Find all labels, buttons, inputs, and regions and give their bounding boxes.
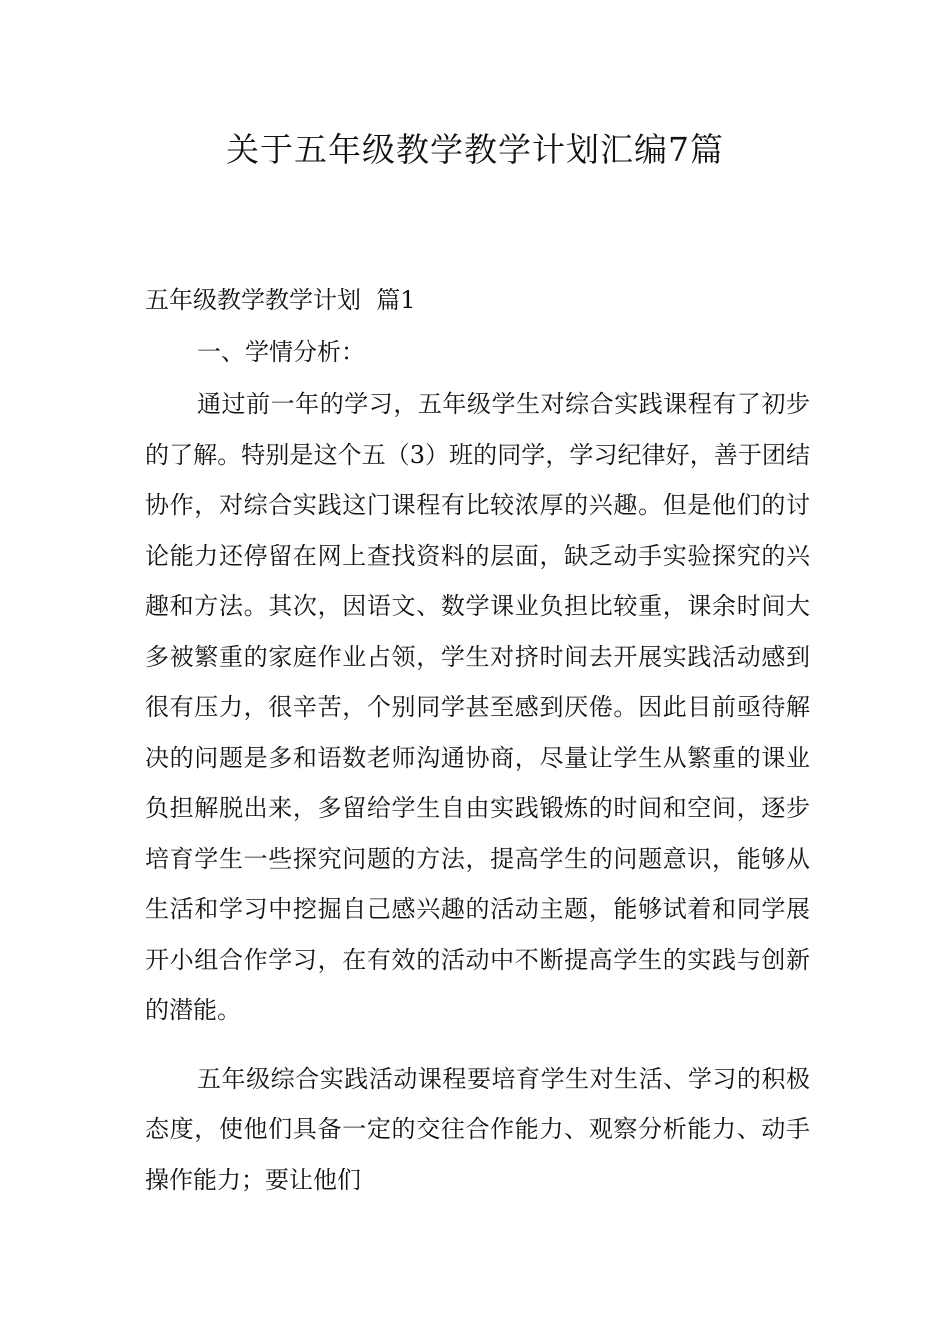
sub-heading: 一、学情分析： (197, 338, 365, 366)
section-heading: 五年级教学教学计划 篇1 (145, 286, 416, 314)
paragraph: 五年级综合实践活动课程要培育学生对生活、学习的积极态度，使他们具备一定的交往合作能力、观察分析能力、动手操作能力；要让他们 (145, 1064, 810, 1194)
document-title: 关于五年级教学教学计划汇编7篇 (226, 130, 724, 169)
paragraph: 通过前一年的学习，五年级学生对综合实践课程有了初步的了解。特别是这个五（3）班的同学，学习纪律好，善于团结协作，对综合实践这门课程有比较浓厚的兴趣。但是他们的讨论能力还停留在网上查找资料的层面，缺乏动手实验探究的兴趣和方法。其次，因语文、数学课业负担比较重，课余时间大多被繁重的家庭作业占领，学生对挤时间去开展实践活动感到很有压力，很辛苦，个别同学甚至感到厌倦。因此目前亟待解决的问题是多和语数老师沟通协商，尽量让学生从繁重的课业负担解脱出来，多留给学生自由实践锻炼的时间和空间，逐步培育学生一些探究问题的方法，提高学生的问题意识，能够从生活和学习中挖掘自己感兴趣的活动主题，能够试着和同学展开小组合作学习，在有效的活动中不断提高学生的实践与创新的潜能。 (145, 390, 810, 1024)
document-body (145, 283, 810, 1205)
